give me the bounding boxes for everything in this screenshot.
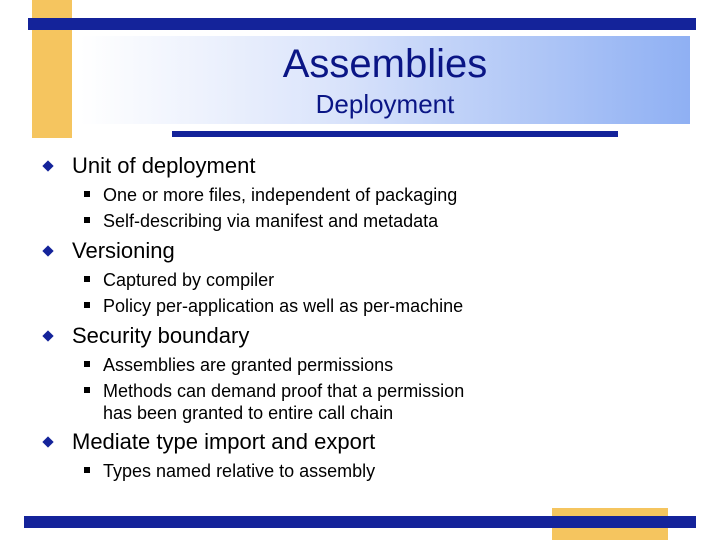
square-bullet-icon (84, 191, 90, 197)
sub-bullet-text: Self-describing via manifest and metadata (103, 211, 439, 231)
diamond-bullet-icon (42, 436, 53, 447)
decorative-bottom-bar (24, 516, 696, 528)
square-bullet-icon (84, 387, 90, 393)
sub-bullet-text: Methods can demand proof that a permission (103, 381, 465, 401)
diamond-bullet-icon (42, 160, 53, 171)
bullet-text: Security boundary (72, 323, 250, 348)
decorative-top-bar (28, 18, 696, 30)
sub-bullet-text: Captured by compiler (103, 270, 275, 290)
diamond-bullet-icon (42, 330, 53, 341)
square-bullet-icon (84, 467, 90, 473)
square-bullet-icon (84, 217, 90, 223)
slide-title: Assemblies (282, 42, 488, 86)
bullet-text: Unit of deployment (72, 153, 256, 178)
sub-bullet-text: Types named relative to assembly (103, 461, 376, 481)
sub-bullet-text: Assemblies are granted permissions (103, 355, 394, 375)
slide-subtitle: Deployment (315, 89, 455, 119)
sub-bullet-text: Policy per-application as well as per-machine (103, 296, 464, 316)
square-bullet-icon (84, 361, 90, 367)
bullet-text: Mediate type import and export (72, 429, 376, 454)
sub-bullet-text: One or more files, independent of packaging (103, 185, 458, 205)
sub-bullet-text: has been granted to entire call chain (103, 403, 394, 423)
square-bullet-icon (84, 302, 90, 308)
title-underline-bar (172, 131, 618, 137)
bullet-text: Versioning (72, 238, 175, 263)
square-bullet-icon (84, 276, 90, 282)
diamond-bullet-icon (42, 245, 53, 256)
